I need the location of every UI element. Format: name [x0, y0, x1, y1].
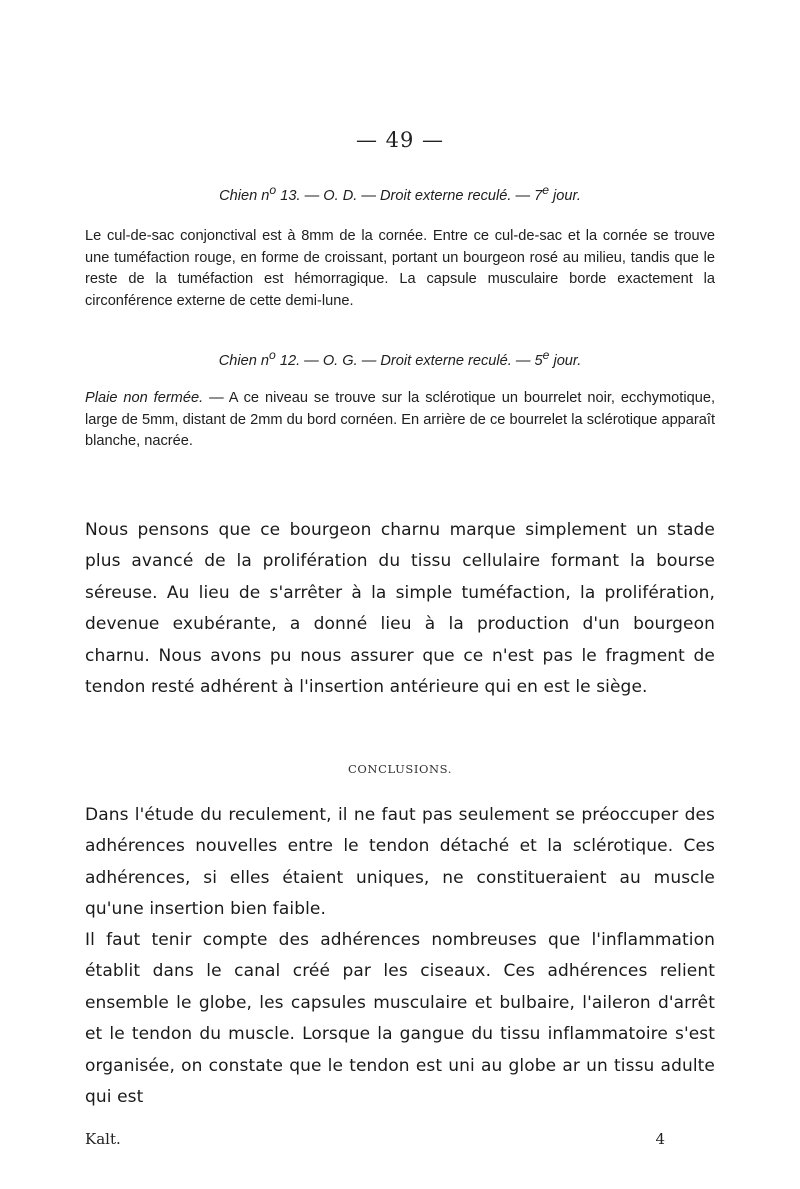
signature-mark: Kalt. — [85, 1130, 121, 1148]
page-number: — 49 — — [355, 128, 445, 152]
case-13-description: Le cul-de-sac conjonctival est à 8mm de la cornée. Entre ce cul-de-sac et la cornée se trouve une tuméfaction rouge, en forme de croissant, portant un bourgeon rosé au milieu, tandis que le reste de la tuméfaction est hémorragique. La capsule musculaire borde exactement la circonférence externe de cette demi-lune. — [85, 228, 715, 309]
conclusion-paragraph-1: Dans l'étude du reculement, il ne faut pas seulement se préoccuper des adhérences nouvelles entre le tendon détaché et la sclérotique. Ces adhérences, si elles étaient uniques, ne constitueraient au muscle qu'une insertion bien faible. — [85, 805, 715, 920]
case-12-description: Plaie non fermée. — A ce niveau se trouve sur la sclérotique un bourrelet noir, ecchymotique, large de 5mm, distant de 2mm du bord cornéen. En arrière de ce bourrelet la sclérotique apparaît blanche, nacrée. — [85, 390, 715, 450]
signature-number: 4 — [655, 1130, 665, 1148]
discussion-paragraph: Nous pensons que ce bourgeon charnu marque simplement un stade plus avancé de la prolifération du tissu cellulaire formant la bourse séreuse. Au lieu de s'arrêter à la simple tuméfaction, la prolifération, devenue exubérante, a donné lieu à la production d'un bourgeon charnu. Nous avons pu nous assurer que ce n'est pas le fragment de tendon resté adhérent à l'insertion antérieure qui en est le siège. — [85, 520, 715, 698]
conclusion-paragraph-2: Il faut tenir compte des adhérences nombreuses que l'inflammation établit dans le canal créé par les ciseaux. Ces adhérences relient ensemble le globe, les capsules musculaire et bulbaire, l'aileron d'arrêt et le tendon du muscle. Lorsque la gangue du tissu inflammatoire s'est organisée, on constate que le tendon est uni au globe ar un tissu adulte qui est — [85, 930, 715, 1108]
conclusions-title: CONCLUSIONS. — [347, 762, 453, 776]
case-heading-13: Chien $n^o$ 13. — O. D. — Droit externe reculé. — 7e jour. — [219, 183, 581, 204]
case-heading-12: Chien $n^o$ 12. — O. G. — Droit externe reculé. — 5e jour. — [218, 348, 582, 369]
